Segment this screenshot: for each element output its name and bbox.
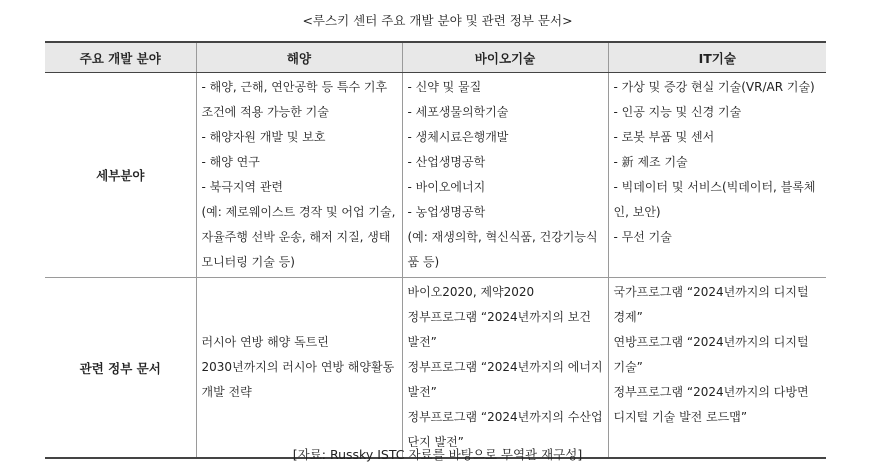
row-label-documents: 관련 정부 문서 bbox=[45, 278, 196, 459]
cell-marine-documents bbox=[196, 278, 402, 459]
list-item: - 해양자원 개발 및 보호 bbox=[201, 130, 326, 144]
header-bio: 바이오기술 bbox=[402, 42, 608, 73]
header-row bbox=[45, 42, 826, 73]
list-item: 정부프로그램 “2024년까지의 보건 발전” bbox=[407, 310, 591, 349]
header-area: 주요 개발 분야 bbox=[45, 42, 196, 73]
development-areas-table bbox=[45, 41, 826, 459]
list-item: 국가프로그램 “2024년까지의 디지털 경제” bbox=[613, 285, 809, 324]
source-caption: [자료: Russky ISTC 자료를 바탕으로 무역관 재구성] bbox=[292, 447, 583, 462]
list-item: - 산업생명공학 bbox=[407, 155, 486, 169]
list-item: - 농업생명공학 bbox=[407, 205, 486, 219]
list-item: - 바이오에너지 bbox=[407, 180, 486, 194]
list-item: 정부프로그램 “2024년까지의 에너지 발전” bbox=[407, 360, 603, 399]
list-item: - 무선 기술 bbox=[613, 230, 672, 244]
cell-it-details bbox=[608, 73, 826, 278]
table-row bbox=[45, 278, 826, 459]
list-item: - 新 제조 기술 bbox=[613, 155, 688, 169]
list-item: - 로봇 부품 및 센서 bbox=[613, 130, 715, 144]
list-item: - 가상 및 증강 현실 기술(VR/AR 기술) bbox=[613, 80, 815, 94]
list-item: - 해양 연구 bbox=[201, 155, 260, 169]
list-item: 정부프로그램 “2024년까지의 다방면 디지털 기술 발전 로드맵” bbox=[613, 385, 809, 424]
table-row bbox=[45, 73, 826, 278]
cell-bio-details bbox=[402, 73, 608, 278]
header-it: IT기술 bbox=[608, 42, 826, 73]
list-item: (예: 제로웨이스트 경작 및 어업 기술, 자율주행 선박 운송, 해저 지질, 생태 모니터링 기술 등) bbox=[201, 205, 396, 269]
list-item: - 세포생물의학기술 bbox=[407, 105, 509, 119]
list-item: 바이오2020, 제약2020 bbox=[407, 285, 535, 299]
row-label-details: 세부분야 bbox=[45, 73, 196, 278]
list-item: - 인공 지능 및 신경 기술 bbox=[613, 105, 742, 119]
list-item: (예: 재생의학, 혁신식품, 건강기능식품 등) bbox=[407, 230, 598, 269]
list-item: - 생체시료은행개발 bbox=[407, 130, 509, 144]
cell-marine-details bbox=[196, 73, 402, 278]
cell-it-documents bbox=[608, 278, 826, 459]
list-item: 2030년까지의 러시아 연방 해양활동 개발 전략 bbox=[201, 360, 395, 399]
list-item: 연방프로그램 “2024년까지의 디지털 기술” bbox=[613, 335, 809, 374]
list-item: - 북극지역 관련 bbox=[201, 180, 284, 194]
cell-bio-documents bbox=[402, 278, 608, 459]
list-item: - 해양, 근해, 연안공학 등 특수 기후 조건에 적용 가능한 기술 bbox=[201, 80, 388, 119]
list-item: - 신약 및 물질 bbox=[407, 80, 482, 94]
header-marine: 해양 bbox=[196, 42, 402, 73]
list-item: 러시아 연방 해양 독트린 bbox=[201, 335, 329, 349]
table-title: <루스키 센터 주요 개발 분야 및 관련 정부 문서> bbox=[302, 13, 573, 28]
list-item: 정부프로그램 “2024년까지의 수산업 단지 발전” bbox=[407, 410, 603, 449]
list-item: - 빅데이터 및 서비스(빅데이터, 블록체인, 보안) bbox=[613, 180, 816, 219]
